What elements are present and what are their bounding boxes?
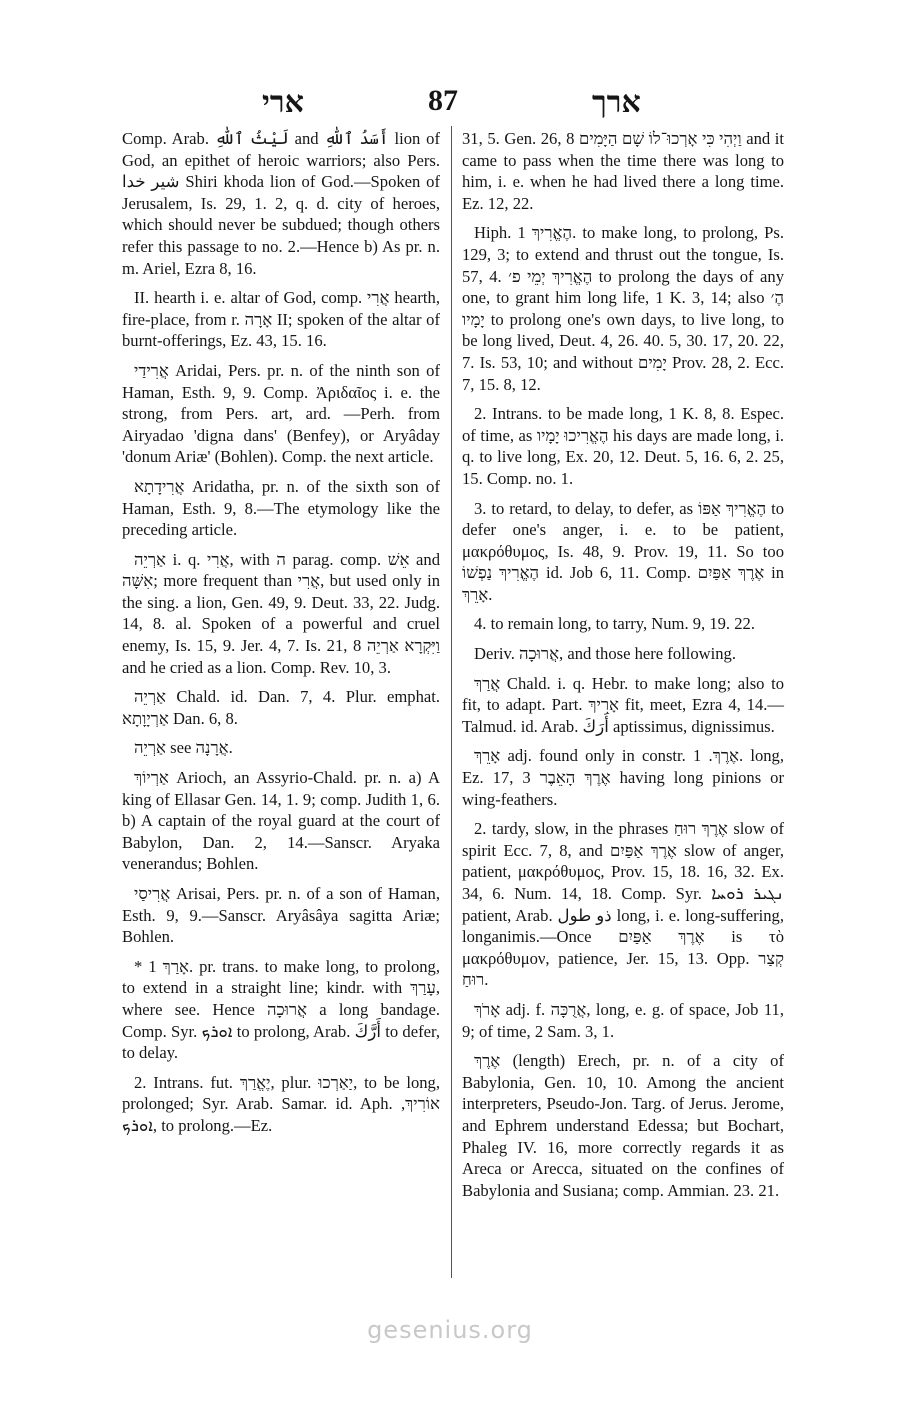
page-number: 87 xyxy=(428,84,458,117)
page-header xyxy=(0,80,900,130)
entry-arekh-tardy: 2. tardy, slow, in the phrases אֶרֶךְ רוּחַ slow of spirit Ecc. 7, 8, and אֶרֶךְ אַפַּיִם slow of anger, patient, μακρόθυμος, Prov. 15, 18. 16, 32. Ex. 34, 6. Num. 14, 18. Comp. Syr. ܢܓܝܪ ܪܘܚܐ patient, Arab. ذو طول long, i. e. long-suffering, longanimis.—Once אֶרֶךְ אַפַּיִם is τὸ μακρόθυμον, patience, Jer. 15, 13. Opp. קְצַר רוּחַ. xyxy=(462,819,785,990)
entry-ariel-hearth: II. hearth i. e. altar of God, comp. אֲרִי hearth, fire-place, from r. אָרָה II; spoken of the altar of burnt-offerings, Ez. 43, 15. 16. xyxy=(122,288,440,351)
left-column xyxy=(122,128,440,1145)
entry-arakh: * אָרַךְ 1. pr. trans. to make long, to prolong, to extend in a straight line; kindr. with עָרַךְ, where see. Hence אֲרוּכָה a long bandage. Comp. Syr. ܐܘܪܟ to prolong, Arab. أَرَّكَ to defer, to delay. xyxy=(122,956,440,1063)
entry-ariel-continued: Comp. Arab. لَيْثُ ٱللّٰهِ and أَسَدُ ٱللّٰهِ lion of God, an epithet of heroic warriors; also Pers. شیر خدا Shiri khoda lion of God.—Spoken of Jerusalem, Is. 29, 1. 2, q. d. city of heroes, which should never be subdued; though others refer this passage to no. 2.—Hence b) As pr. n. m. Ariel, Ezra 8, 16. xyxy=(122,129,440,278)
entry-hiphil-remain: 4. to remain long, to tarry, Num. 9, 19. 22. xyxy=(474,614,755,634)
entry-arakh-continued: 31, 5. Gen. 26, 8 וַיְהִי כִּי אָרְכוּ־לוֹ שָׁם הַיָּמִים and it came to pass when the time there was long to him, i. e. when he had lived there a long time. Ez. 12, 22. xyxy=(462,129,784,213)
right-column xyxy=(462,128,784,1209)
watermark: gesenius.org xyxy=(367,1316,533,1344)
running-head-left: ארי xyxy=(262,86,304,119)
entry-aridai: אֲרִידַי Aridai, Pers. pr. n. of the ninth son of Haman, Esth. 9, 9. Comp. Ἀριδαῖος i. e. the strong, from Pers. art, ard. —Perh. from Airyadao 'digna dans' (Benfey), or Aryâday 'donum Ariæ' (Bohlen). Comp. the next article. xyxy=(122,360,440,467)
entry-hiphil: Hiph. הֶאֱרִיךְ 1. to make long, to prolong, Ps. 129, 3; to extend and thrust out the tongue, Is. 57, 4. הֶאֱרִיךְ יְמֵי פ׳ to prolong the days of any one, to grant him long life, 1 K. 3, 14; also הֶ׳ יָמָיו to prolong one's own days, to live long, to be long lived, Deut. 4, 26. 40. 5, 30. 17, 20. 22, 7. Is. 53, 10; and without יָמִים Prov. 28, 2. Ecc. 7, 15. 8, 12. xyxy=(462,223,785,394)
entry-arakh-intrans: 2. Intrans. fut. יֶאֱרַךְ, plur. יַאַרְכוּ, to be long, prolonged; Syr. Arab. Samar. id. Aph. אוֹרִיךְ, ܐܘܪܟ, to prolong.—Ez. xyxy=(122,1072,440,1135)
entry-erech: אֶרֶךְ (length) Erech, pr. n. of a city of Babylonia, Gen. 10, 10. Among the ancient interpreters, Pseudo-Jon. Targ. of Jerus. Jerome, and Ephrem understand Edessa; but Bochart, Phaleg IV. 16, more correctly regards it as Areca or Arecca, situated on the confines of Babylonia and Susiana; comp. Ammian. 23. 21. xyxy=(462,1051,784,1200)
entry-aryeh-see: אַרְיֵה see אֲרָנָה. xyxy=(134,738,233,758)
running-head-right: ארך xyxy=(592,86,641,119)
column-divider xyxy=(451,126,452,1278)
entry-arokh-adj: אָרֹךְ adj. f. אֲרֻכָּה, long, e. g. of space, Job 11, 9; of time, 2 Sam. 3, 1. xyxy=(462,999,784,1041)
entry-arioch: אַרְיוֹךְ Arioch, an Assyrio-Chald. pr. n. a) A king of Ellasar Gen. 14, 1. 9; comp. Judith 1, 6. b) A captain of the royal guard at the court of Babylon, Dan. 2, 14.—Sanscr. Aryaka venerandus; Bohlen. xyxy=(122,768,440,874)
entry-hiphil-intrans: 2. Intrans. to be made long, 1 K. 8, 8. Espec. of time, as הֶאֱרִיכוּ יָמָיו his days are made long, i. q. to live long, Ex. 20, 12. Deut. 5, 16. 6, 2. 25, 15. Comp. no. 1. xyxy=(462,404,784,488)
entry-aryeh: אַרְיֵה i. q. אֲרִי, with ה parag. comp. אֵשׁ and אִשָּׁה; more frequent than אֲרִי, but used only in the sing. a lion, Gen. 49, 9. Deut. 33, 22. Judg. 14, 8. al. Spoken of a powerful and cruel enemy, Is. 15, 9. Jer. 4, 7. Is. 21, 8 וַיִּקְרָא אַרְיֵה and he cried as a lion. Comp. Rev. 10, 3. xyxy=(122,549,440,677)
entry-arisai: אֲרִיסַי Arisai, Pers. pr. n. of a son of Haman, Esth. 9, 9.—Sanscr. Aryâsâya sagitta Ariæ; Bohlen. xyxy=(122,884,440,947)
entry-aridatha: אֲרִידָתָא Aridatha, pr. n. of the sixth son of Haman, Esth. 9, 8.—The etymology like the preceding article. xyxy=(122,476,440,540)
entry-arekh-adj: אָרֵךְ adj. found only in constr. אֶרֶךְ. 1. long, Ez. 17, 3 אֶרֶךְ הָאֵבֶר having long pinions or wing-feathers. xyxy=(462,746,785,809)
entry-hiphil-retard: 3. to retard, to delay, to defer, as הֶאֱרִיךְ אַפּוֹ to defer one's anger, i. e. to be patient, μακρόθυμος, Is. 48, 9. Prov. 19, 11. So too הֶאֱרִיךְ נַפְשׁוֹ id. Job 6, 11. Comp. אֶרֶךְ אַפַּיִם in אָרֵךְ. xyxy=(462,498,784,604)
entry-arakh-chald: אֲרַךְ Chald. i. q. Hebr. to make long; also to fit, to adapt. Part. אָרִיךְ fit, meet, Ezra 4, 14.—Talmud. id. Arab. أَرَكَ aptissimus, dignissimus. xyxy=(462,673,784,736)
entry-aryeh-chald: אַרְיֵה Chald. id. Dan. 7, 4. Plur. emphat. אַרְיָוָתָא Dan. 6, 8. xyxy=(122,687,440,728)
entry-deriv: Deriv. אֲרוּכָה, and those here following. xyxy=(474,644,736,664)
